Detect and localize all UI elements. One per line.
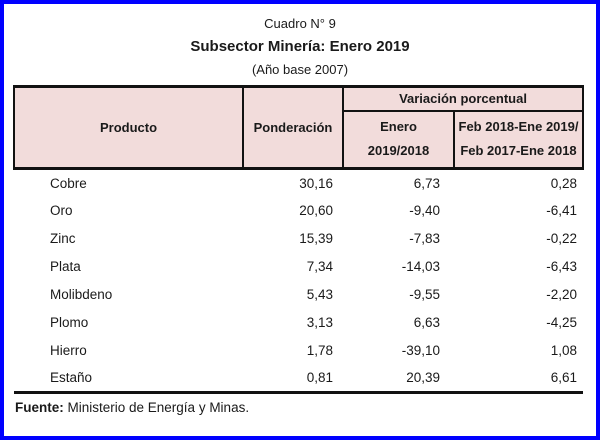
mineria-table: [13, 85, 584, 394]
feb-variation-value: 1,08: [454, 337, 583, 365]
weight-value: 3,13: [243, 309, 343, 337]
feb-variation-value: -6,41: [454, 197, 583, 225]
weight-value: 15,39: [243, 225, 343, 253]
table-row: [14, 309, 583, 337]
enero-variation-value: 6,73: [343, 169, 454, 197]
enero-variation-value: 6,63: [343, 309, 454, 337]
table-row: [14, 365, 583, 393]
feb-variation-value: -2,20: [454, 281, 583, 309]
col-header-enero: [343, 111, 454, 169]
source-note: [15, 400, 596, 415]
table-row: [14, 197, 583, 225]
col-header-ponderacion: Ponderación: [243, 87, 343, 169]
table-row: [14, 281, 583, 309]
weight-value: 7,34: [243, 253, 343, 281]
product-name: Plomo: [14, 309, 243, 337]
enero-variation-value: 20,39: [343, 365, 454, 393]
col-header-feb: [454, 111, 583, 169]
weight-value: 0,81: [243, 365, 343, 393]
col-header-enero-line1: Enero: [380, 119, 417, 135]
source-label: Fuente:: [15, 400, 64, 415]
title-block: [4, 4, 596, 77]
enero-variation-value: -7,83: [343, 225, 454, 253]
weight-value: 1,78: [243, 337, 343, 365]
source-text: Ministerio de Energía y Minas.: [63, 400, 250, 415]
product-name: Oro: [14, 197, 243, 225]
product-name: Hierro: [14, 337, 243, 365]
enero-variation-value: -9,55: [343, 281, 454, 309]
enero-variation-value: -39,10: [343, 337, 454, 365]
enero-variation-value: -9,40: [343, 197, 454, 225]
col-header-feb-line2: Feb 2017-Ene 2018: [460, 143, 577, 159]
table-row: [14, 337, 583, 365]
table-caption: Cuadro N° 9: [264, 16, 336, 31]
feb-variation-value: -6,43: [454, 253, 583, 281]
weight-value: 30,16: [243, 169, 343, 197]
table-body: [14, 169, 583, 393]
col-header-feb-line1: Feb 2018-Ene 2019/: [458, 119, 579, 135]
table-row: [14, 253, 583, 281]
col-header-enero-line2: 2019/2018: [367, 143, 430, 159]
product-name: Plata: [14, 253, 243, 281]
col-header-producto: Producto: [14, 87, 243, 169]
weight-value: 5,43: [243, 281, 343, 309]
feb-variation-value: 6,61: [454, 365, 583, 393]
feb-variation-value: 0,28: [454, 169, 583, 197]
base-year-note: (Año base 2007): [251, 62, 349, 77]
table-header: [14, 87, 583, 169]
col-header-variacion-group: Variación porcentual: [343, 87, 583, 111]
table-title: Subsector Minería: Enero 2019: [190, 38, 410, 55]
feb-variation-value: -0,22: [454, 225, 583, 253]
product-name: Molibdeno: [14, 281, 243, 309]
table-row: [14, 169, 583, 197]
product-name: Estaño: [14, 365, 243, 393]
product-name: Zinc: [14, 225, 243, 253]
enero-variation-value: -14,03: [343, 253, 454, 281]
weight-value: 20,60: [243, 197, 343, 225]
feb-variation-value: -4,25: [454, 309, 583, 337]
product-name: Cobre: [14, 169, 243, 197]
table-row: [14, 225, 583, 253]
header-group-row: [14, 87, 583, 111]
